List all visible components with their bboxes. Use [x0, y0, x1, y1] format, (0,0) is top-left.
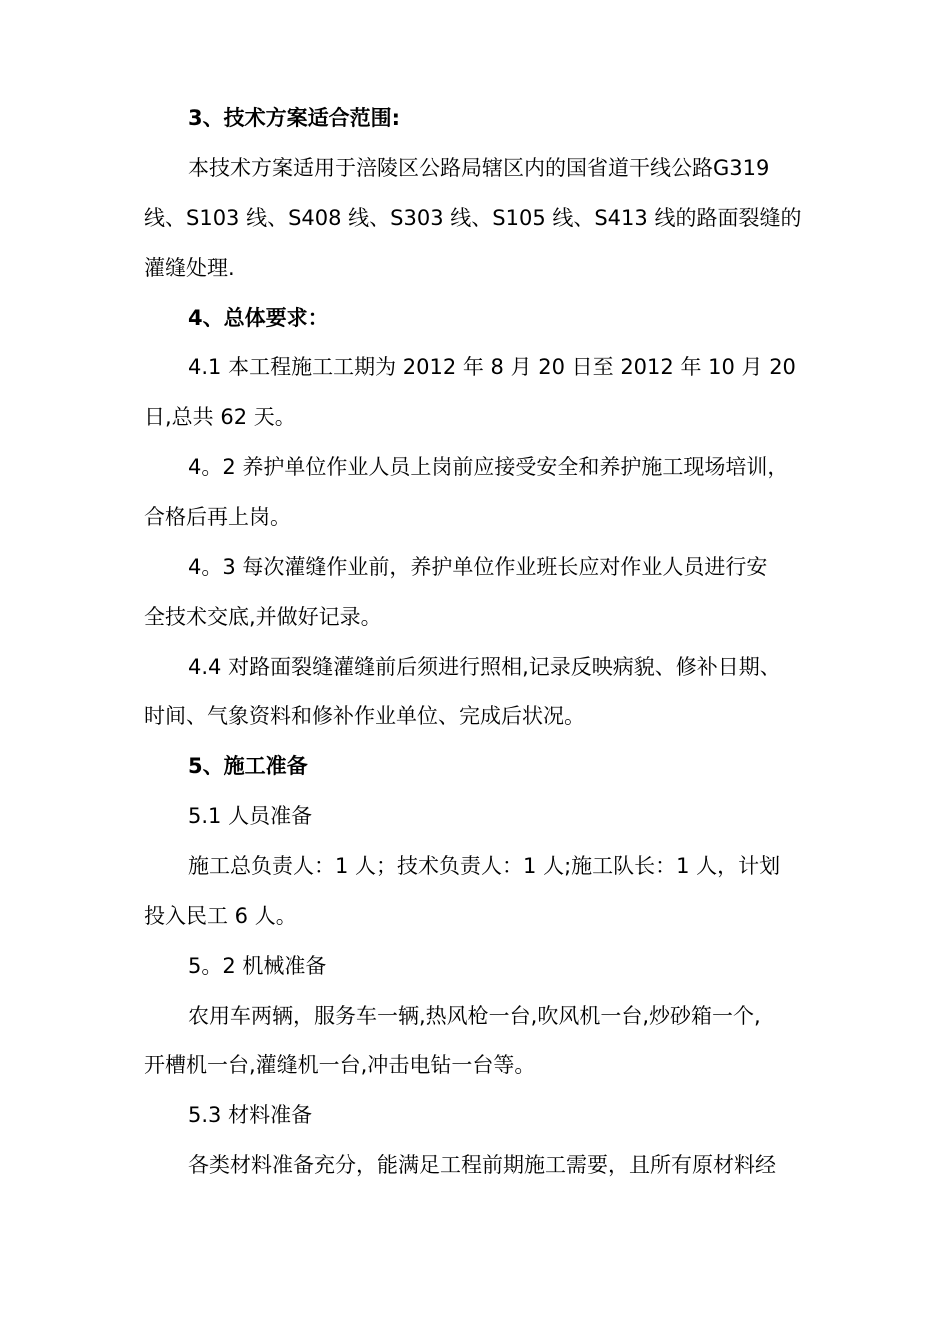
section-4-item-4-4-line: 4.4 对路面裂缝灌缝前后须进行照相,记录反映病貌、修补日期、	[188, 655, 781, 679]
section-3-text-line: 本技术方案适用于涪陵区公路局辖区内的国省道干线公路G319	[188, 156, 770, 180]
section-4-item-4-1-line: 日,总共 62 天。	[144, 405, 296, 429]
section-4-item-4-2-line: 合格后再上岗。	[144, 505, 291, 529]
section-3-text-line: 线、S103 线、S408 线、S303 线、S105 线、S413 线的路面裂缝的	[144, 206, 802, 230]
section-5-1-text-line: 施工总负责人：1 人；技术负责人：1 人;施工队长：1 人，计划	[188, 854, 781, 878]
section-5-2-title: 5。2 机械准备	[188, 954, 327, 978]
section-4-heading: 4、总体要求：	[188, 306, 329, 330]
section-3-heading: 3、技术方案适合范围:	[188, 106, 401, 130]
section-4-item-4-3-line: 全技术交底,并做好记录。	[144, 605, 382, 629]
section-5-2-text-line: 开槽机一台,灌缝机一台,冲击电钻一台等。	[144, 1053, 536, 1077]
section-5-heading: 5、施工准备	[188, 754, 308, 778]
section-3-text-line: 灌缝处理.	[144, 256, 235, 280]
section-4-item-4-1-line: 4.1 本工程施工工期为 2012 年 8 月 20 日至 2012 年 10 月 20	[188, 355, 796, 379]
section-5-3-title: 5.3 材料准备	[188, 1103, 313, 1127]
section-5-2-text-line: 农用车两辆，服务车一辆,热风枪一台,吹风机一台,炒砂箱一个,	[188, 1004, 761, 1028]
section-4-item-4-4-line: 时间、气象资料和修补作业单位、完成后状况。	[144, 704, 585, 728]
section-5-1-title: 5.1 人员准备	[188, 804, 313, 828]
section-5-3-text-line: 各类材料准备充分，能满足工程前期施工需要，且所有原材料经	[188, 1153, 776, 1177]
section-4-item-4-3-line: 4。3 每次灌缝作业前，养护单位作业班长应对作业人员进行安	[188, 555, 768, 579]
section-4-item-4-2-line: 4。2 养护单位作业人员上岗前应接受安全和养护施工现场培训，	[188, 455, 789, 479]
section-5-1-text-line: 投入民工 6 人。	[144, 904, 297, 928]
